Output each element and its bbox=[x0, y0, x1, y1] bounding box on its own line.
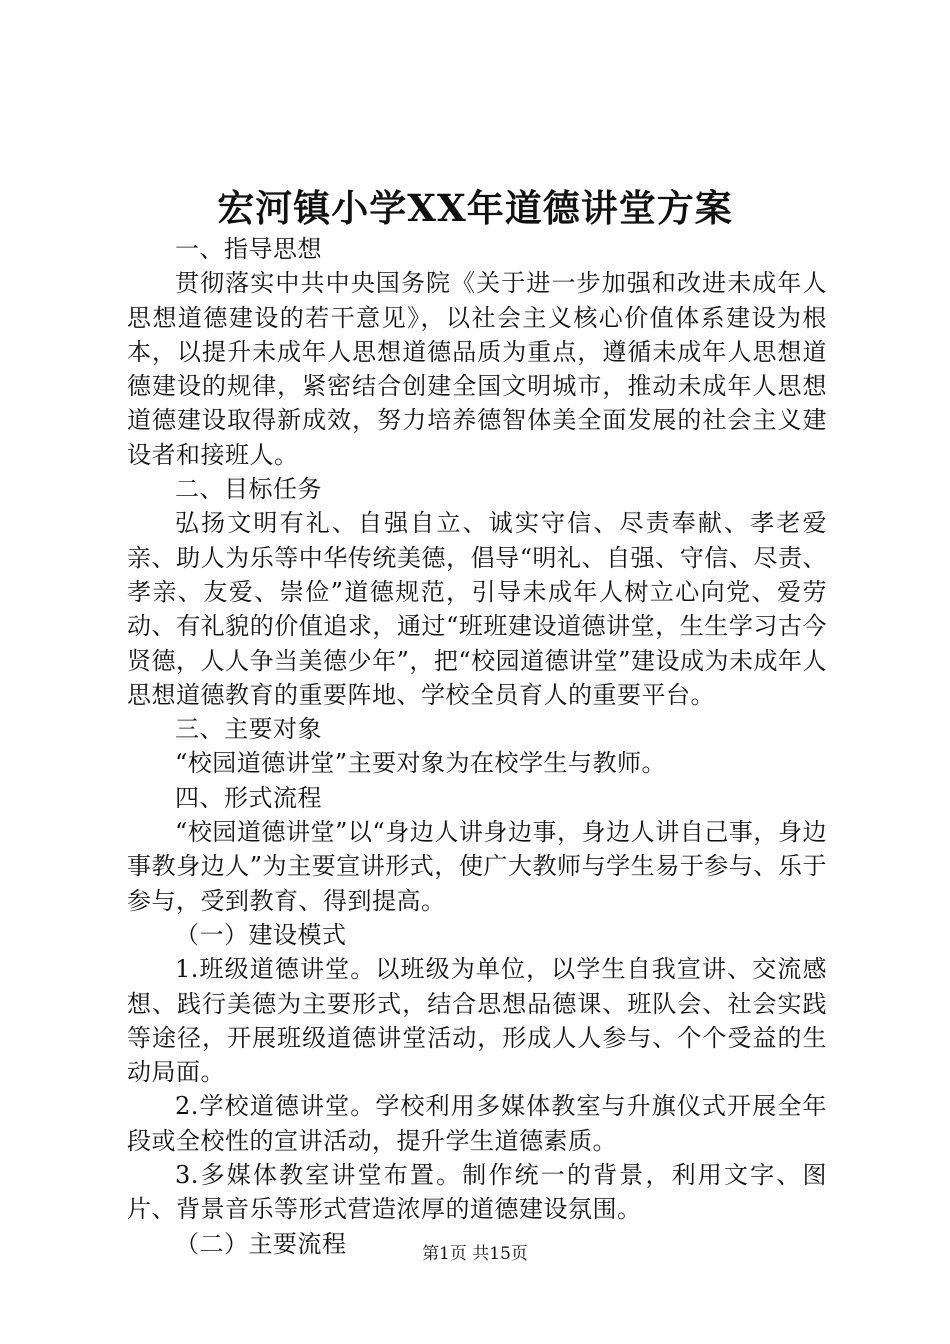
paragraph-guiding-ideology: 贯彻落实中共中央国务院《关于进一步加强和改进未成年人思想道德建设的若干意见》，以社会主义核心价值体系建设为根本，以提升未成年人思想道德品质为重点，遵循未成年人思想道德建设的规律，紧密结合创建全国文明城市，推动未成年人思想道德建设取得新成效，努力培养德智体美全面发展的社会主义建设者和接班人。 bbox=[127, 269, 827, 469]
paragraph-goals: 弘扬文明有礼、自强自立、诚实守信、尽责奉献、孝老爱亲、助人为乐等中华传统美德，倡导“明礼、自强、守信、尽责、孝亲、友爱、崇俭”道德规范，引导未成年人树立心向党、爱劳动、有礼貌的价值追求，通过“班班建设道德讲堂，生生学习古今贤德，人人争当美德少年”，把“校园道德讲堂”建设成为未成年人思想道德教育的重要阵地、学校全员育人的重要平台。 bbox=[127, 509, 827, 709]
subheading-main-process: （二）主要流程 bbox=[175, 1229, 347, 1258]
paragraph-form-process: “校园道德讲堂”以“身边人讲身边事，身边人讲自己事，身边事教身边人”为主要宣讲形式，使广大教师与学生易于参与、乐于参与，受到教育、得到提高。 bbox=[127, 818, 827, 915]
subheading-construction-mode: （一）建设模式 bbox=[175, 920, 347, 949]
heading-guiding-ideology: 一、指导思想 bbox=[175, 235, 322, 263]
heading-main-audience: 三、主要对象 bbox=[175, 715, 322, 744]
item-class-lecture: 1.班级道德讲堂。以班级为单位，以学生自我宣讲、交流感想、践行美德为主要形式，结合思想品德课、班队会、社会实践等途径，开展班级道德讲堂活动，形成人人参与、个个受益的生动局面。 bbox=[127, 955, 827, 1087]
item-school-lecture: 2.学校道德讲堂。学校利用多媒体教室与升旗仪式开展全年段或全校性的宣讲活动，提升学生道德素质。 bbox=[127, 1092, 827, 1155]
document-title: 宏河镇小学XX年道德讲堂方案 bbox=[217, 186, 733, 230]
heading-form-process: 四、形式流程 bbox=[175, 783, 322, 812]
paragraph-main-audience: “校园道德讲堂”主要对象为在校学生与教师。 bbox=[175, 749, 667, 778]
heading-goals: 二、目标任务 bbox=[175, 475, 322, 504]
page-footer: 第1页 共15页 bbox=[422, 1244, 528, 1264]
item-multimedia-layout: 3.多媒体教室讲堂布置。制作统一的背景，利用文字、图片、背景音乐等形式营造浓厚的道德建设氛围。 bbox=[127, 1161, 827, 1224]
document-body bbox=[127, 232, 827, 1261]
